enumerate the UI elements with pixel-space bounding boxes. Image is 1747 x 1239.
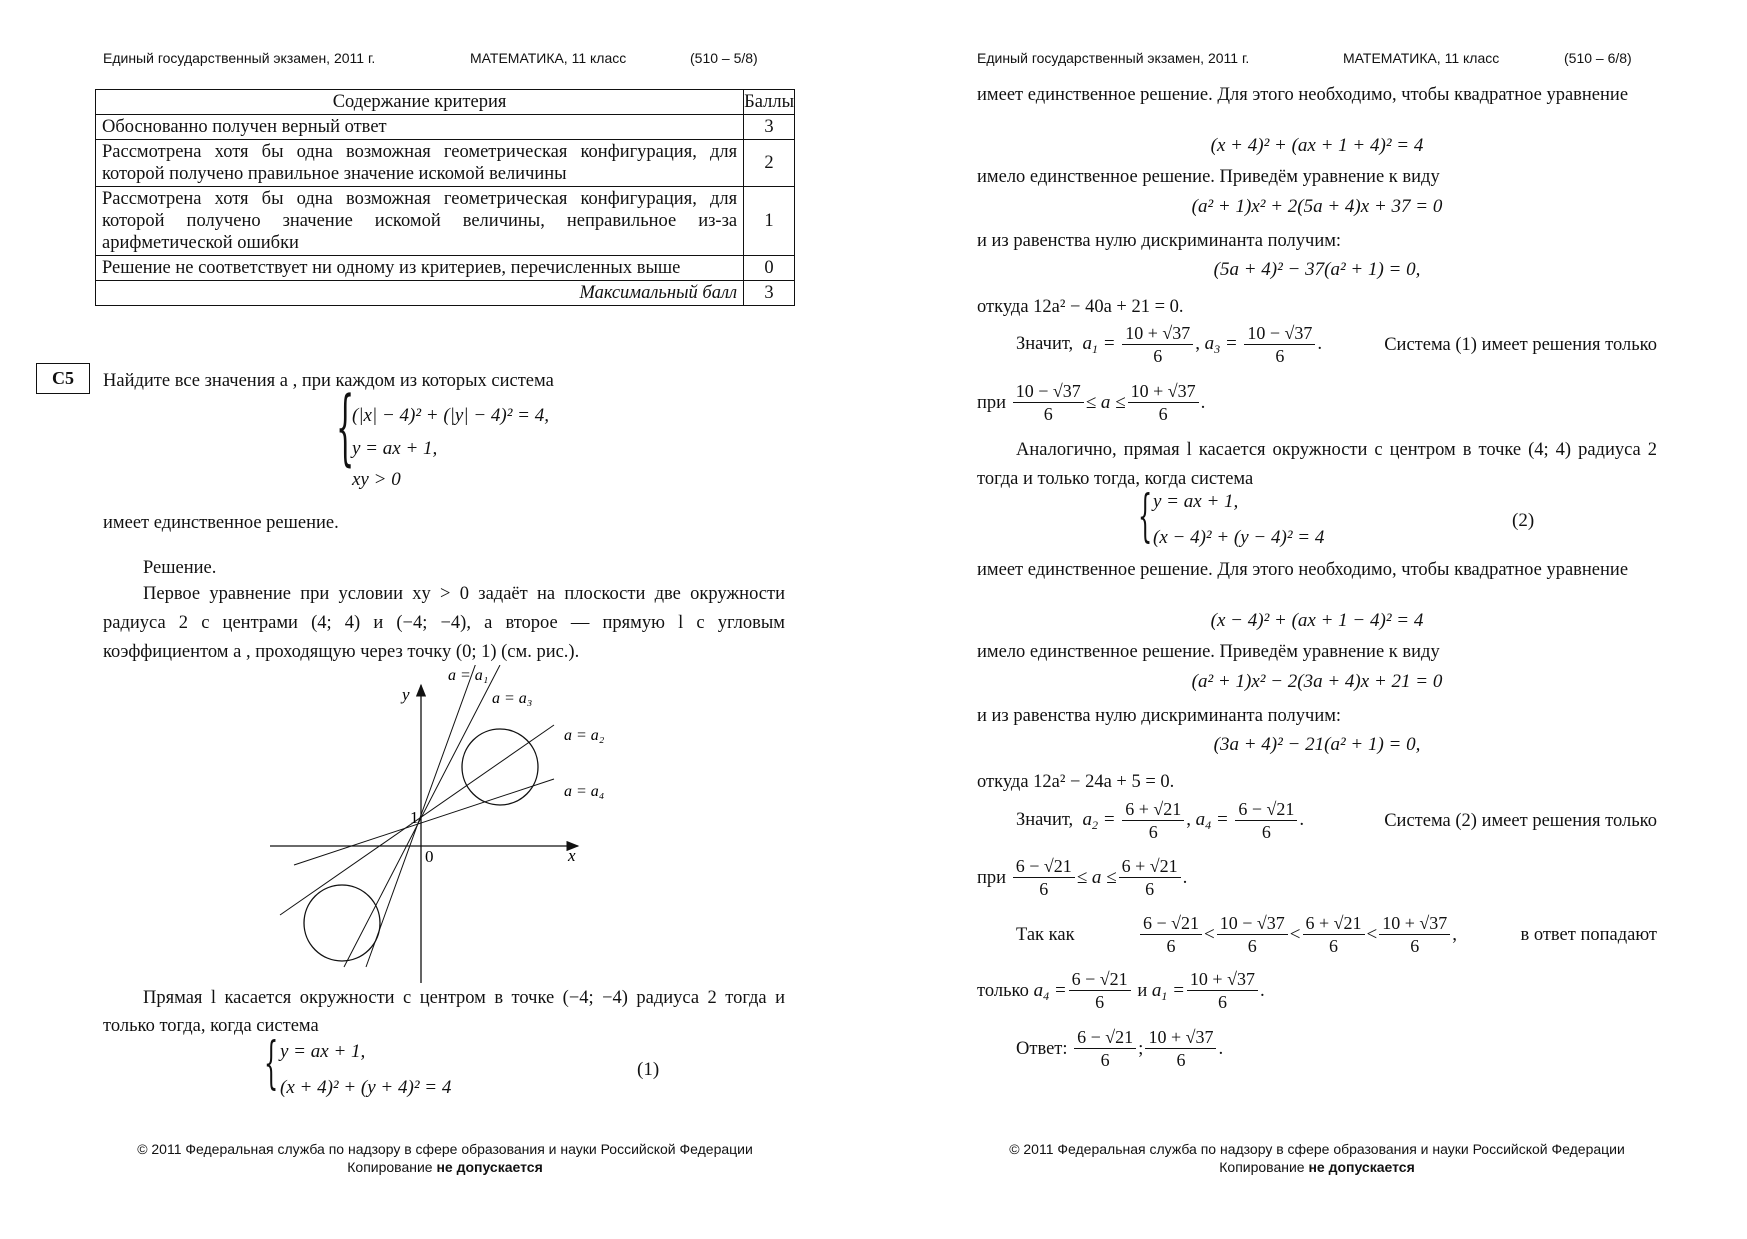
label-a4: a = a₄: [564, 783, 605, 800]
header-code: (510 – 6/8): [1564, 50, 1632, 66]
system-eq-2: y = ax + 1,: [352, 438, 438, 459]
origin-label: 0: [425, 847, 434, 866]
footer-copyright: © 2011 Федеральная служба по надзору в сфере образования и науки Российской Федерации: [137, 1141, 753, 1157]
max-score-label: Максимальный балл: [96, 281, 744, 306]
paragraph-4: откуда 12a² − 40a + 21 = 0.: [977, 297, 1184, 317]
solution-label: Решение.: [143, 558, 217, 578]
footer-right: [952, 1140, 1682, 1176]
system1-brace: {: [264, 1031, 279, 1096]
label-a2: a = a₂: [564, 727, 605, 744]
answer-value-1: $\frac{6 - √21}{6}$: [1074, 1026, 1136, 1071]
task-text-2: имеет единственное решение.: [103, 513, 339, 533]
paragraph-7: Аналогично, прямая l касается окружности с центром в точке (4; 4) радиуса 2 тогда и только тогда, когда система: [977, 440, 1657, 489]
header-exam: Единый государственный экзамен, 2011 г.: [103, 50, 376, 66]
system2-solutions-text: Система (2) имеет решения только: [1384, 810, 1657, 831]
footer-left: [80, 1140, 810, 1176]
equation-5: (a² + 1)x² − 2(3a + 4)x + 21 = 0: [1191, 671, 1443, 692]
fraction-a3: $\frac{10 - √37}{6}$: [1244, 322, 1315, 367]
paragraph-9: имело единственное решение. Приведём уравнение к виду: [977, 642, 1440, 662]
system2-brace: {: [1138, 484, 1153, 549]
answer-label: Ответ:: [1016, 1038, 1068, 1059]
criterion-points: 2: [744, 140, 795, 187]
system2-eq-1: y = ax + 1,: [1153, 491, 1239, 512]
table-row: [96, 140, 795, 187]
criterion-text: Рассмотрена хотя бы одна возможная геометрическая конфигурация, для которой получено значение искомой величины, неправильное из-за арифметической ошибки: [96, 187, 744, 256]
table-row: [96, 256, 795, 281]
tangent-lines-figure: [270, 665, 610, 985]
one-label: 1: [410, 808, 419, 827]
table-header-row: [96, 90, 795, 115]
answer-line: Ответ: $\frac{6 - √21}{6}$ ; $\frac{10 + √37}{6}$ .: [1016, 1027, 1224, 1070]
range-line-2: при $\frac{6 - √21}{6}$ ≤ a ≤ $\frac{6 + √21}{6}$ .: [977, 856, 1188, 899]
system1-solutions-text: Система (1) имеет решения только: [1384, 334, 1657, 355]
system1-eq-1: y = ax + 1,: [280, 1041, 366, 1062]
x-axis-label: x: [568, 846, 576, 865]
circle-upper: [462, 729, 538, 805]
task-text: Найдите все значения a , при каждом из которых система: [103, 371, 554, 391]
fraction-a1: $\frac{10 + √37}{6}$: [1122, 322, 1193, 367]
paragraph-2: имело единственное решение. Приведём уравнение к виду: [977, 167, 1440, 187]
pri-label: при: [977, 392, 1007, 413]
znachit-label-2: Значит,: [1016, 809, 1074, 830]
paragraph-1: имеет единственное решение. Для этого необходимо, чтобы квадратное уравнение: [977, 85, 1629, 105]
criterion-text: Решение не соответствует ни одному из критериев, перечисленных выше: [96, 256, 744, 281]
criterion-points: 3: [744, 115, 795, 140]
solution-paragraph-1: Первое уравнение при условии xy > 0 задаёт на плоскости две окружности радиуса 2 с центрами (4; 4) и (−4; −4), а второе — прямую l с угловым коэффициентом a , проходящую через точку (0; 1) (см. рис.).: [103, 584, 785, 662]
table-row: [96, 187, 795, 256]
paragraph-11: откуда 12a² − 24a + 5 = 0.: [977, 772, 1175, 792]
footer-notice: Копирование не допускается: [347, 1159, 543, 1175]
criterion-text: Обоснованно получен верный ответ: [96, 115, 744, 140]
header-subject: МАТЕМАТИКА, 11 класс: [1343, 50, 1500, 66]
criterion-points: 1: [744, 187, 795, 256]
paragraph-10: и из равенства нулю дискриминанта получим:: [977, 706, 1342, 726]
criterion-points: 0: [744, 256, 795, 281]
col-criterion-header: Содержание критерия: [96, 90, 744, 115]
header-exam: Единый государственный экзамен, 2011 г.: [977, 50, 1250, 66]
circle-lower: [304, 885, 380, 961]
equation-1: (x + 4)² + (ax + 1 + 4)² = 4: [1210, 135, 1424, 156]
max-score-value: 3: [744, 281, 795, 306]
paragraph-8: имеет единственное решение. Для этого необходимо, чтобы квадратное уравнение: [977, 560, 1629, 580]
header-subject: МАТЕМАТИКА, 11 класс: [470, 50, 627, 66]
table-max-row: [96, 281, 795, 306]
label-a3: a = a₃: [492, 690, 533, 707]
paragraph-2: Прямая l касается окружности с центром в точке (−4; −4) радиуса 2 тогда и только тогда, когда система: [103, 988, 785, 1036]
roots-line-1: Значит, $a_1$ = $\frac{10 + √37}{6}$ , $a_3$ = $\frac{10 - √37}{6}$ . Система (1) имеет решения только: [1016, 323, 1657, 366]
table-row: [96, 115, 795, 140]
equation-6: (3a + 4)² − 21(a² + 1) = 0,: [1213, 734, 1421, 755]
paragraph-3: и из равенства нулю дискриминанта получим:: [977, 231, 1342, 251]
criterion-text: Рассмотрена хотя бы одна возможная геометрическая конфигурация, для которой получено правильное значение искомой величины: [96, 140, 744, 187]
y-axis-label: y: [402, 685, 410, 704]
system-eq-3: xy > 0: [352, 469, 401, 490]
comparison-line: Так как $\frac{6 - √21}{6}$ < $\frac{10 - √37}{6}$ < $\frac{6 + √21}{6}$ < $\frac{10 + √37}{6}$ , в ответ попадают: [1016, 913, 1657, 956]
system1-number: (1): [637, 1059, 660, 1080]
system2-eq-2: (x − 4)² + (y − 4)² = 4: [1153, 527, 1325, 548]
equation-4: (x − 4)² + (ax + 1 − 4)² = 4: [1210, 610, 1424, 631]
equation-2: (a² + 1)x² + 2(5a + 4)x + 37 = 0: [1191, 196, 1443, 217]
task-tag: C5: [36, 363, 90, 394]
fraction-a2: $\frac{6 + √21}{6}$: [1122, 798, 1184, 843]
fraction-a4: $\frac{6 - √21}{6}$: [1235, 798, 1297, 843]
footer-copyright: © 2011 Федеральная служба по надзору в сфере образования и науки Российской Федерации: [1009, 1141, 1625, 1157]
equation-3: (5a + 4)² − 37(a² + 1) = 0,: [1213, 259, 1421, 280]
label-a1: a = a₁: [448, 667, 489, 684]
col-points-header: Баллы: [744, 90, 795, 115]
system-eq-1: (|x| − 4)² + (|y| − 4)² = 4,: [352, 405, 549, 426]
only-line: только $a_4$ = $\frac{6 - √21}{6}$ и $a_1$ = $\frac{10 + √37}{6}$ .: [977, 969, 1265, 1012]
criteria-table: [95, 89, 795, 306]
system2-number: (2): [1512, 510, 1535, 531]
roots-line-2: Значит, $a_2$ = $\frac{6 + √21}{6}$ , $a_4$ = $\frac{6 - √21}{6}$ . Система (2) имеет решения только: [1016, 799, 1657, 842]
header-code: (510 – 5/8): [690, 50, 758, 66]
answer-value-2: $\frac{10 + √37}{6}$: [1145, 1026, 1216, 1071]
system-brace: {: [336, 380, 355, 475]
znachit-label: Значит,: [1016, 333, 1074, 354]
line-a4: [294, 779, 554, 865]
range-line-1: при $\frac{10 - √37}{6}$ ≤ a ≤ $\frac{10 + √37}{6}$ .: [977, 381, 1206, 424]
footer-notice: Копирование не допускается: [1219, 1159, 1415, 1175]
system1-eq-2: (x + 4)² + (y + 4)² = 4: [280, 1077, 452, 1098]
